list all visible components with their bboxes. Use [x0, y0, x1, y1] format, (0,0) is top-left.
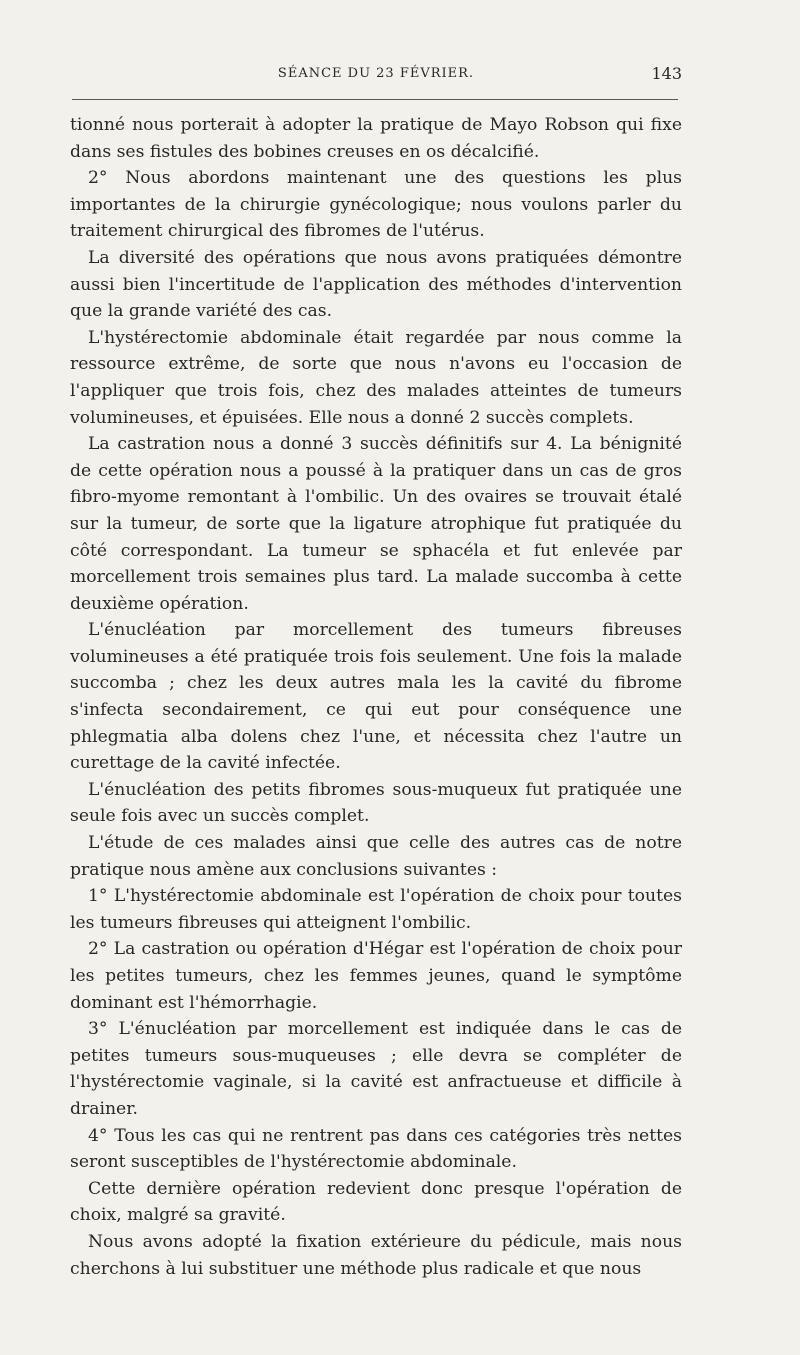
paragraph: La diversité des opérations que nous avons pratiquées démontre aussi bien l'incertitude de l'application des méthodes d'intervention que la grande variété des cas.	[70, 247, 682, 322]
paragraph: L'énucléation des petits fibromes sous-muqueux fut pratiquée une seule fois avec un succès complet.	[70, 779, 682, 827]
paragraph: L'étude de ces malades ainsi que celle des autres cas de notre pratique nous amène aux conclusions suivantes :	[70, 833, 682, 880]
paragraph: Cette dernière opération redevient donc presque l'opération de choix, malgré sa gravité.	[70, 1178, 682, 1226]
paragraph: 3° L'énucléation par morcellement est indiquée dans le cas de petites tumeurs sous-muqueuses ; elle devra se compléter de l'hystérectomie vaginale, si la cavité est anfractueuse et difficile à drainer.	[70, 1019, 682, 1119]
running-title: SÉANCE DU 23 FÉVRIER.	[277, 66, 475, 81]
paragraph: 2° Nous abordons maintenant une des questions les plus importantes de la chirurgie gynécologique; nous voulons parler du traitement chirurgical des fibromes de l'utérus.	[70, 168, 682, 242]
header-rule	[72, 99, 678, 100]
paragraph: Nous avons adopté la fixation extérieure du pédicule, mais nous cherchons à lui substituer une méthode plus radicale et que nous	[70, 1231, 682, 1279]
paragraph: L'énucléation par morcellement des tumeurs fibreuses volumineuses a été pratiquée trois fois seulement. Une fois la malade succomba ; chez les deux autres mala les la cavité du fibrome s'infecta secondairement, ce qui eut pour conséquence une phlegmatia alba dolens chez l'une, et nécessita chez l'autre un curettage de la cavité infectée.	[70, 620, 682, 774]
paragraph: L'hystérectomie abdominale était regardée par nous comme la ressource extrême, de sorte que nous n'avons eu l'occasion de l'appliquer que trois fois, chez des malades atteintes de tumeurs volumineuses, et épuisées. Elle nous a donné 2 succès complets.	[70, 327, 682, 428]
page-header	[70, 62, 682, 86]
page-number: 143	[651, 64, 682, 83]
body-text	[70, 112, 682, 1282]
paragraph: La castration nous a donné 3 succès définitifs sur 4. La bénignité de cette opération nous a poussé à la pratiquer dans un cas de gros fibro-myome remontant à l'ombilic. Un des ovaires se trouvait étalé sur la tumeur, de sorte que la ligature atrophique fut pratiquée du côté correspondant. La tumeur se sphacéla et fut enlevée par morcellement trois semaines plus tard. La malade succomba à cette deuxième opération.	[70, 434, 682, 614]
paragraph: tionné nous porterait à adopter la pratique de Mayo Robson qui fixe dans ses fistules des bobines creuses en os décalcifié.	[70, 115, 682, 162]
paragraph: 2° La castration ou opération d'Hégar est l'opération de choix pour les petites tumeurs, chez les femmes jeunes, quand le symptôme dominant est l'hémorrhagie.	[70, 939, 682, 1013]
paragraph: 4° Tous les cas qui ne rentrent pas dans ces catégories très nettes seront susceptibles de l'hystérectomie abdominale.	[70, 1125, 682, 1173]
paragraph: 1° L'hystérectomie abdominale est l'opération de choix pour toutes les tumeurs fibreuses qui atteignent l'ombilic.	[70, 886, 682, 933]
